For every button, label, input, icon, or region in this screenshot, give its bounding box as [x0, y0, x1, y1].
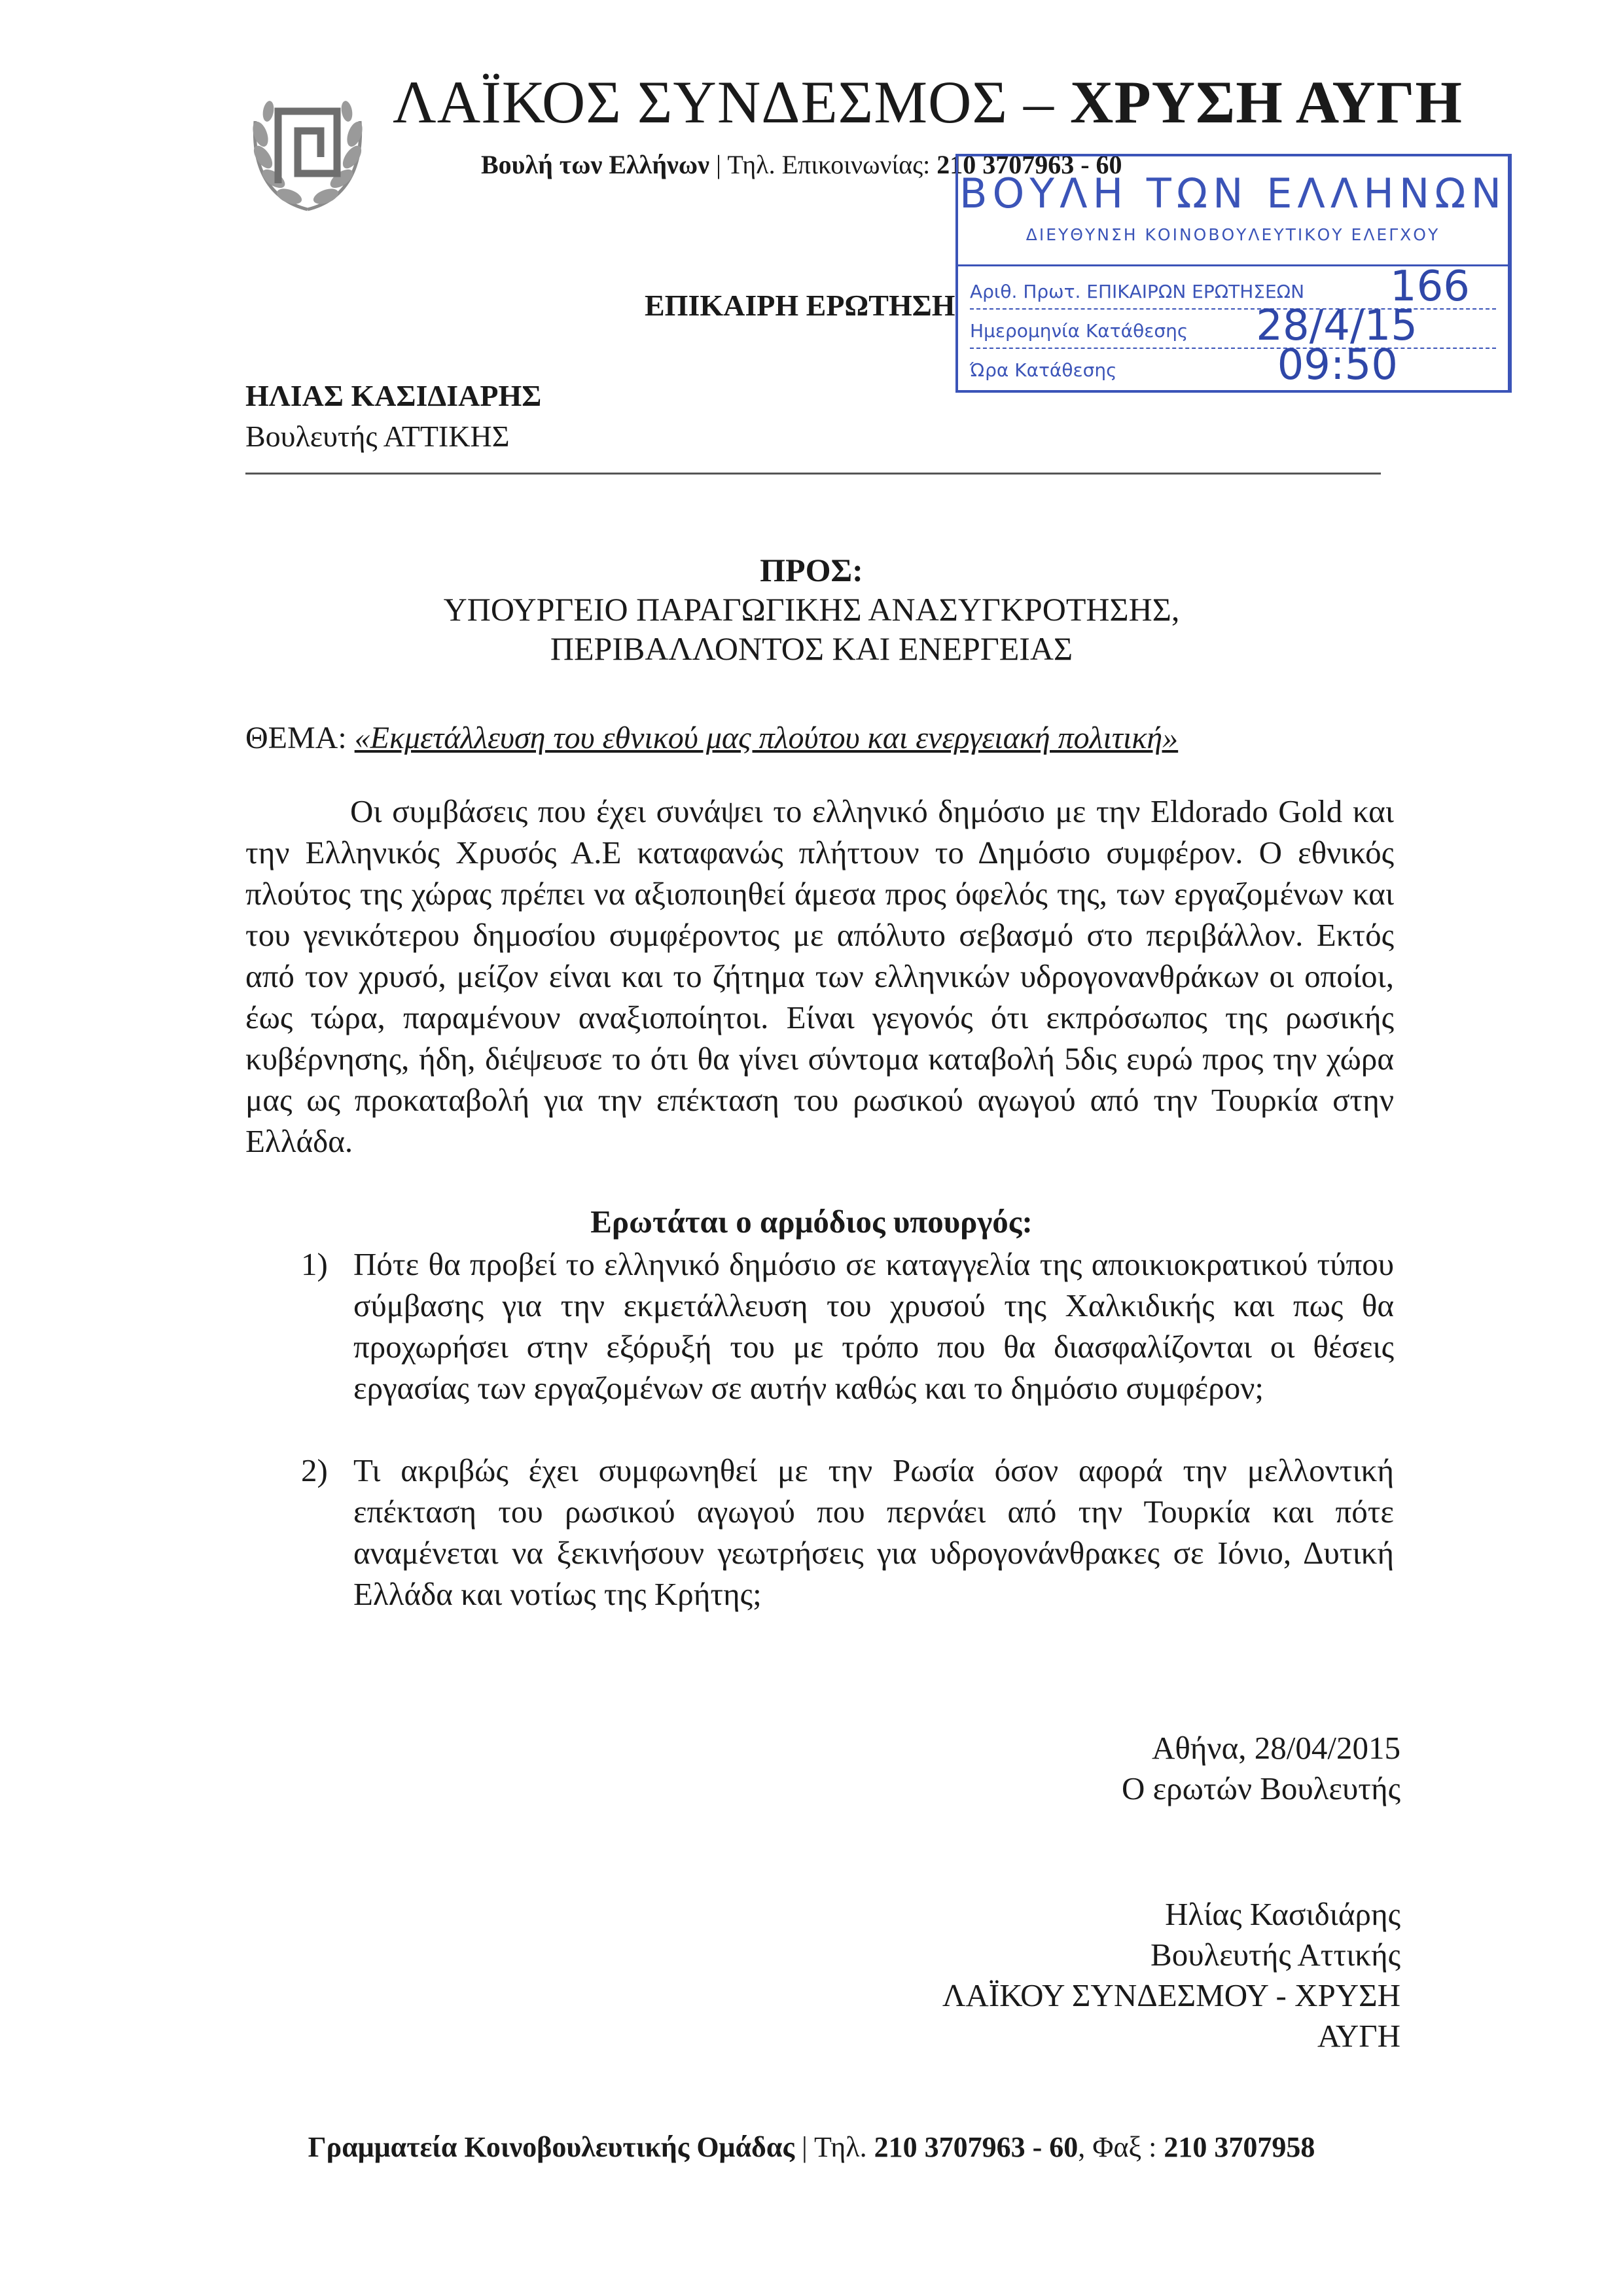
recipient-line-2: ΠΕΡΙΒΑΛΛΟΝΤΟΣ ΚΑΙ ΕΝΕΡΓΕΙΑΣ: [550, 630, 1073, 667]
question-text: Τι ακριβώς έχει συμφωνηθεί με την Ρωσία όσον αφορά την μελλοντική επέκταση του ρωσικού αγωγού που περνάει από την Τουρκία και πότε αναμένεται να ξεκινήσουν γεωτρήσεις για υδρογονάνθρακες σε Ιόνιο, Δυτική Ελλάδα και νοτίως της Κρήτης;: [353, 1452, 1394, 1612]
question-text: Πότε θα προβεί το ελληνικό δημόσιο σε καταγγελία της αποικιοκρατικού τύπου σύμβασης για την εκμετάλλευση του χρυσού της Χαλκιδικής και πως θα προχωρήσει στην εξόρυξή του με τρόπο που θα διασφαλίζονται οι θέσεις εργασίας των εργαζομένων σε αυτήν καθώς και το δημόσιο συμφέρον;: [353, 1246, 1394, 1406]
questions-title: Ερωτάται ο αρμόδιος υπουργός:: [590, 1204, 1033, 1240]
signer-name: Ηλίας Κασιδιάρης: [1165, 1896, 1400, 1932]
contact-line: Βουλή των Ελλήνων | Τηλ. Επικοινωνίας: 210 3707963 - 60: [481, 150, 1122, 179]
question-item: [245, 1450, 1394, 1615]
subject-line: ΘΕΜΑ: «Εκμετάλλευση του εθνικού μας πλούτου και ενεργειακή πολιτική»: [245, 721, 1179, 755]
signer-role-line: Ο ερωτών Βουλευτής: [1121, 1770, 1400, 1806]
party-title: ΛΑΪΚΟΣ ΣΥΝΔΕΣΜΟΣ – ΧΡΥΣΗ ΑΥΓΗ: [393, 69, 1463, 135]
author-role: Βουλευτής ΑΤΤΙΚΗΣ: [245, 420, 510, 453]
question-number: 1): [301, 1246, 328, 1282]
body-paragraph: Οι συμβάσεις που έχει συνάψει το ελληνικό δημόσιο με την Eldorado Gold και την Ελληνικός Χρυσός Α.Ε καταφανώς πλήττουν το Δημόσιο συμφέρον. Ο εθνικός πλούτος της χώρας πρέπει να αξιοποιηθεί άμεσα προς όφελός της, των εργαζομένων και του γενικότερου δημοσίου συμφέροντος με απόλυτο σεβασμό στο περιβάλλον. Εκτός από τον χρυσό, μείζον είναι και το ζήτημα των ελληνικών υδρογονανθράκων οι οποίοι, έως τώρα, παραμένουν αναξιοποίητοι. Είναι γεγονός ότι εκπρόσωπος της ρωσικής κυβέρνησης, ήδη, διέψευσε το ότι θα γίνει σύντομα καταβολή 5δις ευρώ προς την χώρα μας ως προκαταβολή για την επέκταση του ρωσικού αγωγού από την Τουρκία στην Ελλάδα.: [245, 793, 1394, 1159]
stamp-row-time: Ώρα Κατάθεσης 09:50: [970, 341, 1398, 389]
header-divider: [245, 473, 1381, 475]
question-number: 2): [301, 1452, 328, 1488]
signer-party: ΛΑΪΚΟΥ ΣΥΝΔΕΣΜΟΥ - ΧΡΥΣΗ ΑΥΓΗ: [942, 1977, 1400, 2054]
footer: Γραμματεία Κοινοβουλευτικής Ομάδας | Τηλ. 210 3707963 - 60, Φαξ : 210 3707958: [308, 2131, 1315, 2163]
stamp-row-date: Ημερομηνία Κατάθεσης 28/4/15: [970, 320, 1496, 349]
document-type: ΕΠΙΚΑΙΡΗ ΕΡΩΤΗΣΗ: [645, 289, 955, 322]
recipient-line-1: ΥΠΟΥΡΓΕΙΟ ΠΑΡΑΓΩΓΙΚΗΣ ΑΝΑΣΥΓΚΡΟΤΗΣΗΣ,: [443, 591, 1180, 628]
recipient-label: ΠΡΟΣ:: [760, 552, 863, 588]
place-date: Αθήνα, 28/04/2015: [1151, 1730, 1400, 1766]
author-name: ΗΛΙΑΣ ΚΑΣΙΔΙΑΡΗΣ: [245, 379, 542, 412]
signature-block: [916, 1728, 1400, 2056]
question-item: [245, 1244, 1394, 1408]
stamp-subtitle: ΔΙΕΥΘΥΝΣΗ ΚΟΙΝΟΒΟΥΛΕΥΤΙΚΟΥ ΕΛΕΓΧΟΥ: [1026, 225, 1440, 244]
signer-title: Βουλευτής Αττικής: [1150, 1937, 1400, 1973]
subject-text: «Εκμετάλλευση του εθνικού μας πλούτου και ενεργειακή πολιτική»: [354, 721, 1179, 755]
stamp-protocol-number: 166: [1389, 262, 1470, 311]
stamp-title: ΒΟΥΛΗ ΤΩΝ ΕΛΛΗΝΩΝ: [959, 170, 1507, 217]
meander-laurel-emblem-icon: [242, 75, 373, 216]
stamp-date-value: 28/4/15: [1256, 302, 1418, 350]
parliament-stamp: [955, 154, 1512, 393]
stamp-row-protocol: Αριθ. Πρωτ. ΕΠΙΚΑΙΡΩΝ ΕΡΩΤΗΣΕΩΝ 166: [970, 281, 1496, 310]
stamp-time-value: 09:50: [1277, 341, 1398, 389]
